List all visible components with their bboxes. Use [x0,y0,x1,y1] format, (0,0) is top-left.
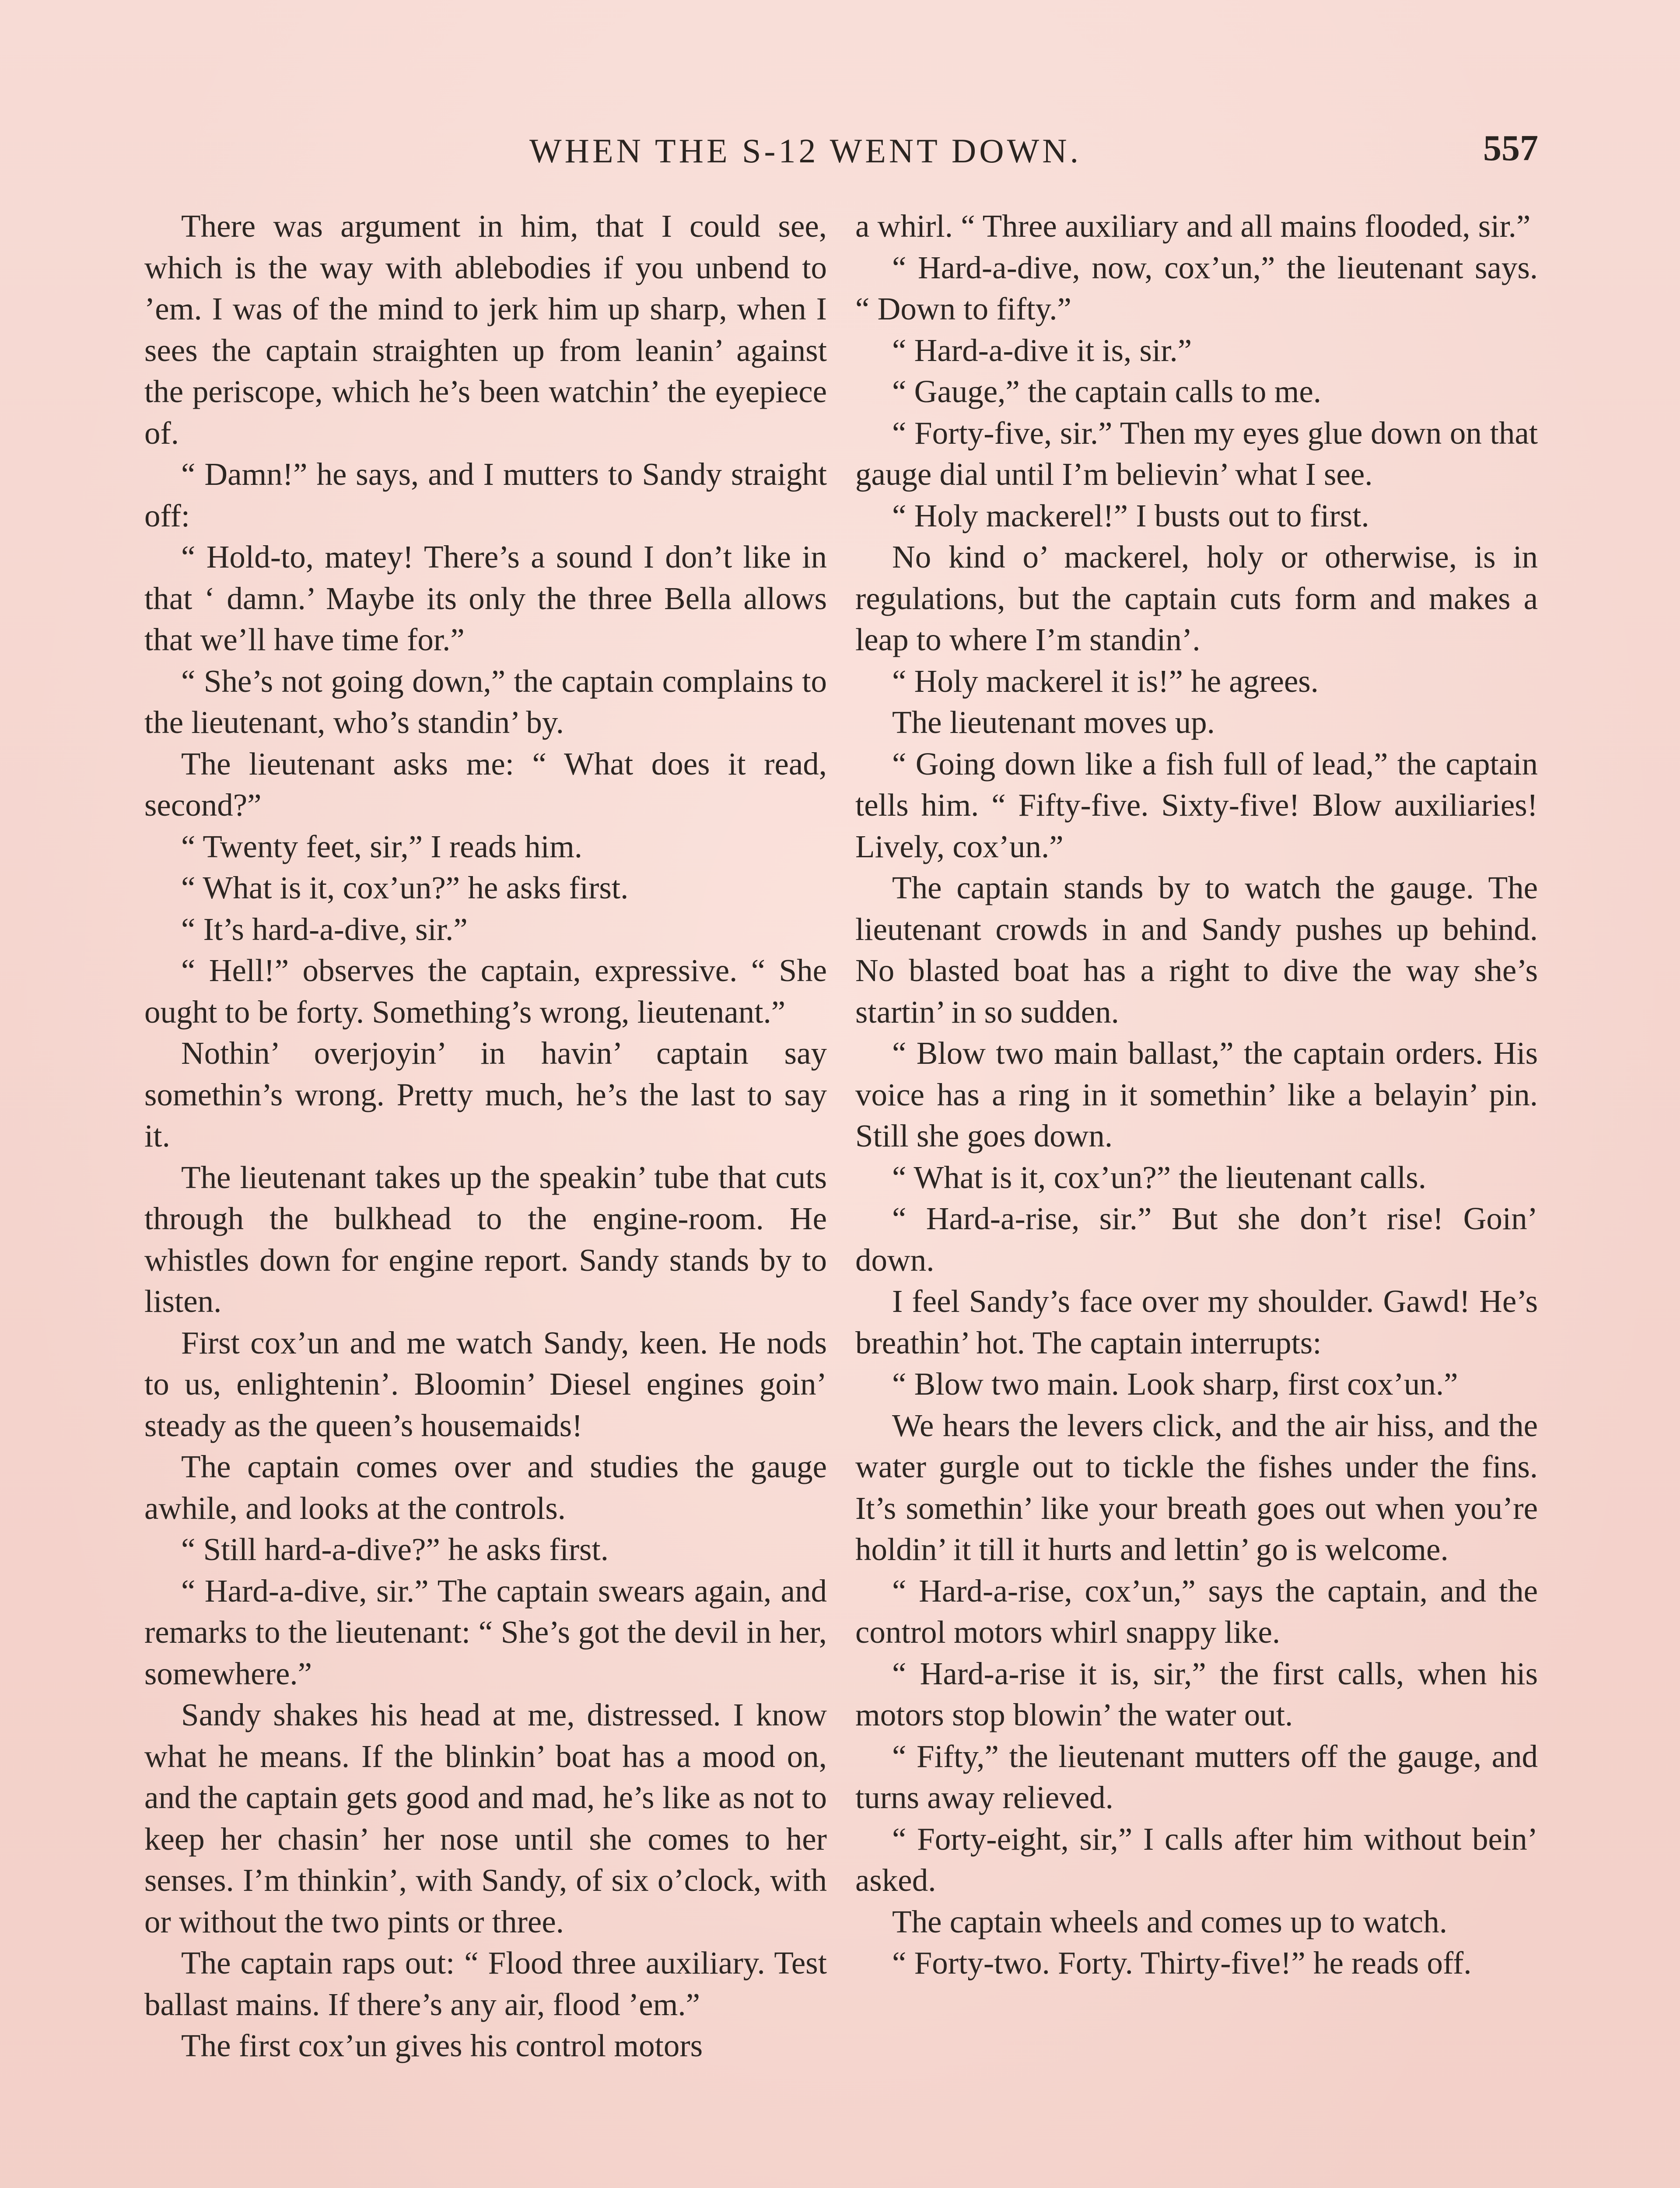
paragraph: “ Hard-a-dive, now, cox’un,” the lieutenant says. “ Down to fifty.” [855,249,1538,326]
paragraph: “ Going down like a fish full of lead,” the captain tells him. “ Fifty-five. Sixty-five! Blow auxiliaries! Lively, cox’un.” [855,746,1538,864]
paragraph: The captain raps out: “ Flood three auxiliary. Test ballast mains. If there’s any air, flood ’em.” [144,1945,827,2022]
paragraph: “ Hell!” observes the captain, expressive. “ She ought to be forty. Something’s wrong, lieutenant.” [144,953,827,1030]
paragraph: “ Forty-eight, sir,” I calls after him without bein’ asked. [855,1821,1538,1898]
paragraph: Nothin’ overjoyin’ in havin’ captain say somethin’s wrong. Pretty much, he’s the last to say it. [144,1035,827,1154]
paragraph: “ Damn!” he says, and I mutters to Sandy straight off: [144,456,827,533]
paragraph: The captain comes over and studies the gauge awhile, and looks at the controls. [144,1449,827,1526]
paragraph: “ Blow two main ballast,” the captain orders. His voice has a ring in it somethin’ like a belayin’ pin. Still she goes down. [855,1035,1538,1154]
paragraph: “ Blow two main. Look sharp, first cox’un.” [892,1366,1458,1402]
paragraph: “ Hold-to, matey! There’s a sound I don’t like in that ‘ damn.’ Maybe its only the three Bella allows that we’ll have time for.” [144,539,827,657]
paragraph: We hears the levers click, and the air hiss, and the water gurgle out to tickle the fishes under the fins. It’s somethin’ like your breath goes out when you’re holdin’ it till it hurts and lettin’ go is welcome. [855,1407,1538,1567]
paragraph-continuation: a whirl. “ Three auxiliary and all mains flooded, sir.” [855,208,1531,244]
paragraph: “ Twenty feet, sir,” I reads him. [181,828,582,864]
paragraph: “ Hard-a-rise, sir.” But she don’t rise! Goin’ down. [855,1201,1538,1278]
paragraph: “ Hard-a-rise it is, sir,” the first calls, when his motors stop blowin’ the water out. [855,1655,1538,1732]
paragraph: The captain stands by to watch the gauge. The lieutenant crowds in and Sandy pushes up behind. No blasted boat has a right to dive the way she’s startin’ in so sudden. [855,870,1538,1030]
paragraph: I feel Sandy’s face over my shoulder. Gawd! He’s breathin’ hot. The captain interrupts: [855,1283,1538,1360]
paragraph: First cox’un and me watch Sandy, keen. He nods to us, enlightenin’. Bloomin’ Diesel engines goin’ steady as the queen’s housemaids! [144,1325,827,1443]
left-column [144,206,827,2067]
paragraph: “ She’s not going down,” the captain complains to the lieutenant, who’s standin’ by. [144,663,827,740]
paragraph: Sandy shakes his head at me, distressed. I know what he means. If the blinkin’ boat has a mood on, and the captain gets good and mad, he’s like as not to keep her chasin’ her nose until she comes to her senses. I’m thinkin’, with Sandy, of six o’clock, with or without the two pints or three. [144,1697,827,1939]
page-number: 557 [1483,128,1538,168]
paragraph: “ Fifty,” the lieutenant mutters off the gauge, and turns away relieved. [855,1738,1538,1815]
paragraph: “ Hard-a-rise, cox’un,” says the captain, and the control motors whirl snappy like. [855,1573,1538,1650]
paragraph: “ It’s hard-a-dive, sir.” [181,911,468,947]
paragraph: “ Gauge,” the captain calls to me. [892,374,1322,409]
paragraph: “ Forty-five, sir.” Then my eyes glue down on that gauge dial until I’m believin’ what I see. [855,415,1538,492]
paragraph: “ Hard-a-dive it is, sir.” [892,332,1192,368]
paragraph: No kind o’ mackerel, holy or otherwise, is in regulations, but the captain cuts form and makes a leap to where I’m standin’. [855,539,1538,657]
paragraph: “ Still hard-a-dive?” he asks first. [181,1532,609,1567]
paragraph: “ Forty-two. Forty. Thirty-five!” he reads off. [892,1945,1472,1981]
paragraph: “ Holy mackerel it is!” he agrees. [892,663,1319,699]
paragraph: “ Hard-a-dive, sir.” The captain swears again, and remarks to the lieutenant: “ She’s got the devil in her, somewhere.” [144,1573,827,1691]
paragraph: The first cox’un gives his control motors [181,2028,703,2063]
paragraph: The lieutenant moves up. [892,705,1215,740]
paragraph: “ Holy mackerel!” I busts out to first. [892,498,1369,533]
paragraph: “ What is it, cox’un?” the lieutenant calls. [892,1159,1426,1195]
paragraph: The captain wheels and comes up to watch. [892,1904,1447,1939]
paragraph: There was argument in him, that I could see, which is the way with ablebodies if you unbend to ’em. I was of the mind to jerk him up sharp, when I sees the captain straighten up from leanin’ against the periscope, which he’s been watchin’ the eyepiece of. [144,208,827,451]
paragraph: The lieutenant asks me: “ What does it read, second?” [144,746,827,823]
running-head: WHEN THE S-12 WENT DOWN. [529,132,1082,170]
right-column [855,206,1538,1984]
paragraph: “ What is it, cox’un?” he asks first. [181,870,629,905]
paragraph: The lieutenant takes up the speakin’ tube that cuts through the bulkhead to the engine-room. He whistles down for engine report. Sandy stands by to listen. [144,1159,827,1319]
